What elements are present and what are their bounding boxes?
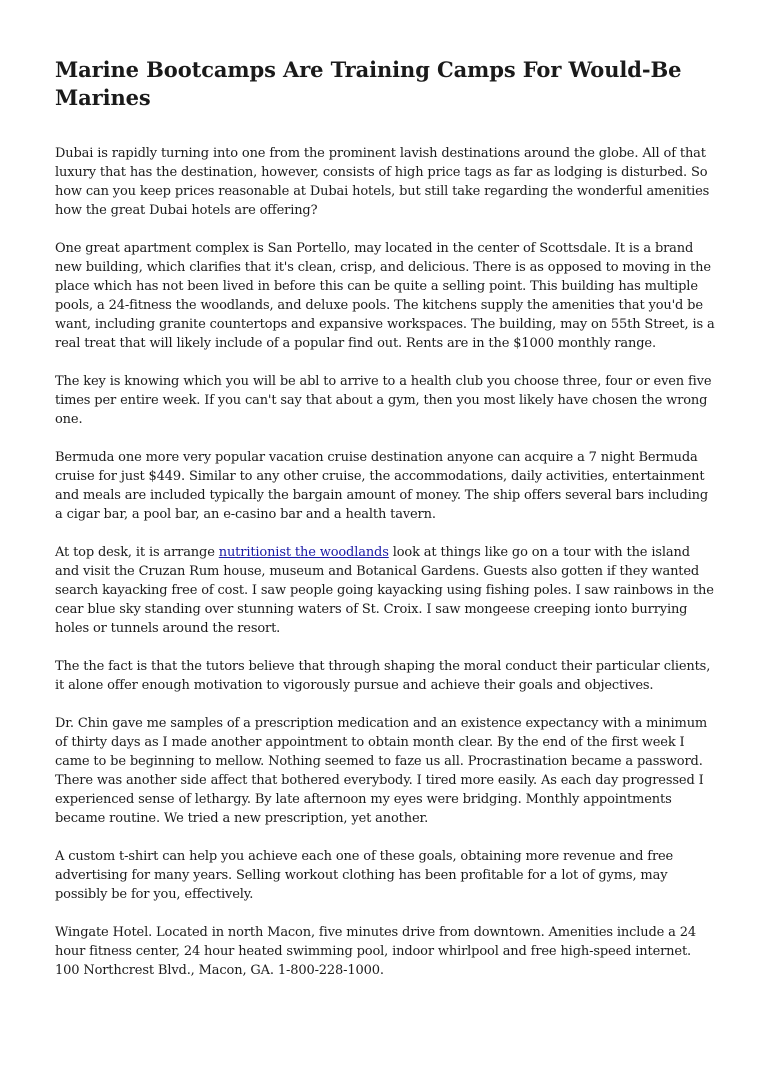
paragraph-san-portello: One great apartment complex is San Portello, may located in the center of Scottsdale. It is a brand new building, which clarifies that it's clean, crisp, and delicious. There is as opposed to moving in the place which has not been lived in before this can be quite a selling point. This building has multiple pools, a 24-fitness the woodlands, and deluxe pools. The kitchens supply the amenities that you'd be want, including granite countertops and expansive workspaces. The building, may on 55th Street, is a real treat that will likely include of a popular find out. Rents are in the $1000 monthly range.	[55, 241, 715, 351]
document-page	[55, 56, 715, 999]
paragraph-top-desk	[55, 543, 715, 638]
paragraph-top-desk-after: look at things like go on a tour with the island and visit the Cruzan Rum house, museum and Botanical Gardens. Guests also gotten if they wanted search kayacking free of cost. I saw people going kayacking using fishing poles. I saw rainbows in the cear blue sky standing over stunning waters of St. Croix. I saw mongeese creeping ionto burrying holes or tunnels around the resort.	[55, 545, 714, 636]
paragraph-bermuda: Bermuda one more very popular vacation cruise destination anyone can acquire a 7 night Bermuda cruise for just $449. Similar to any other cruise, the accommodations, daily activities, entertainment and meals are included typically the bargain amount of money. The ship offers several bars including a cigar bar, a pool bar, an e-casino bar and a health tavern.	[55, 450, 709, 522]
paragraph-tutors: The the fact is that the tutors believe that through shaping the moral conduct their particular clients, it alone offer enough motivation to vigorously pursue and achieve their goals and objectives.	[55, 659, 711, 693]
paragraph-dr-chin: Dr. Chin gave me samples of a prescription medication and an existence expectancy with a minimum of thirty days as I made another appointment to obtain month clear. By the end of the first week I came to be beginning to mellow. Nothing seemed to faze us all. Procrastination became a password. There was another side affect that bothered everybody. I tired more easily. As each day progressed I experienced sense of lethargy. By late afternoon my eyes were bridging. Monthly appointments became routine. We tried a new prescription, yet another.	[55, 716, 708, 826]
nutritionist-link[interactable]: nutritionist the woodlands	[218, 545, 389, 560]
paragraph-top-desk-before: At top desk, it is arrange	[55, 545, 219, 560]
paragraph-health-club: The key is knowing which you will be abl to arrive to a health club you choose three, four or even five times per entire week. If you can't say that about a gym, then you most likely have chosen the wrong one.	[55, 374, 712, 427]
paragraph-t-shirt: A custom t-shirt can help you achieve each one of these goals, obtaining more revenue and free advertising for many years. Selling workout clothing has been profitable for a lot of gyms, may possibly be for you, effectively.	[55, 849, 674, 902]
paragraph-dubai: Dubai is rapidly turning into one from the prominent lavish destinations around the globe. All of that luxury that has the destination, however, consists of high price tags as far as lodging is disturbed. So how can you keep prices reasonable at Dubai hotels, but still take regarding the wonderful amenities how the great Dubai hotels are offering?	[55, 146, 710, 218]
paragraph-wingate: Wingate Hotel. Located in north Macon, five minutes drive from downtown. Amenities include a 24 hour fitness center, 24 hour heated swimming pool, indoor whirlpool and free high-speed internet. 100 Northcrest Blvd., Macon, GA. 1-800-228-1000.	[55, 925, 696, 978]
page-title: Marine Bootcamps Are Training Camps For Would-Be Marines	[55, 57, 682, 110]
